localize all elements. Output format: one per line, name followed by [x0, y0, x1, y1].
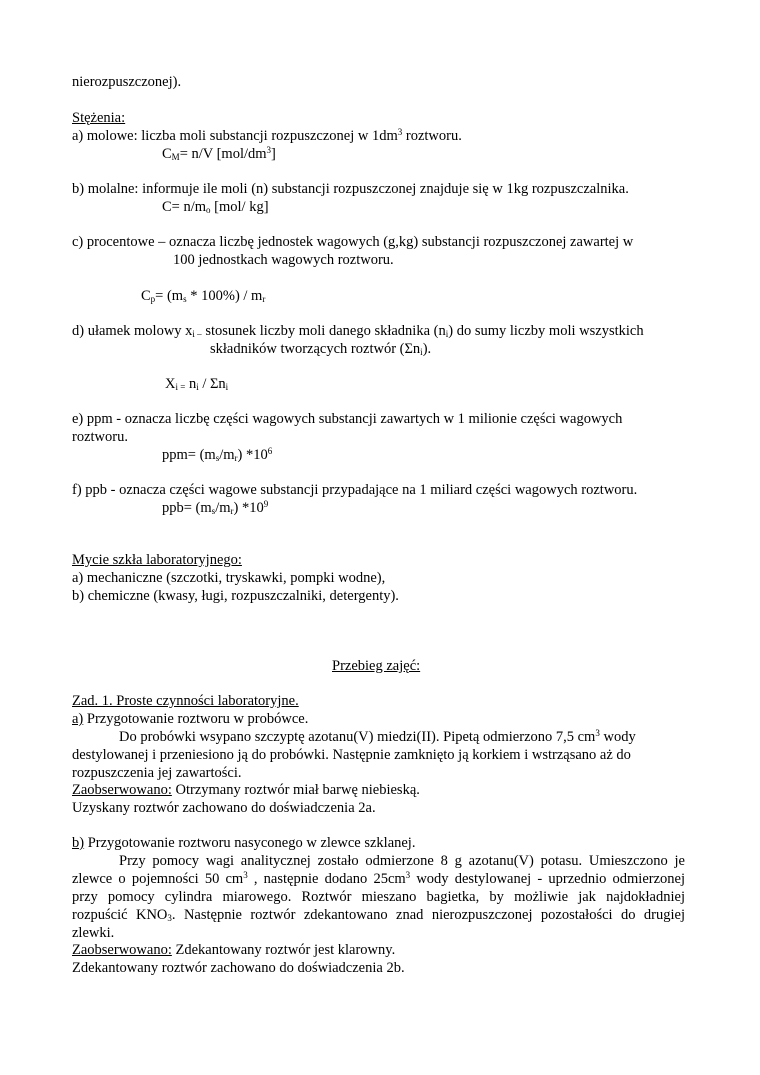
ppb-formula: $ppb= (m_s/m_r)$ $*10^9$	[162, 499, 269, 516]
task1b-paragraph-line3: przy pomocy cylindra miarowego. Roztwór mieszano bagietka, by możliwie jak najdokładniej	[72, 889, 685, 905]
task1-heading: Zad. 1. Proste czynności laboratoryjne.	[72, 693, 299, 709]
task1b-paragraph-line4: rozpuścić $KNO_3$. Następnie roztwór zdekantowano znad nierozpuszczonej pozostałości do drugiej	[72, 907, 685, 923]
ppm-definition-line1: e) ppm - oznacza liczbę części wagowych substancji zawartych w 1 milionie części wagowych	[72, 411, 623, 427]
percent-definition-line2: 100 jednostkach wagowych roztworu.	[173, 252, 394, 268]
task1b-paragraph-line1: Przy pomocy wagi analitycznej zostało odmierzone 8 g azotanu(V) potasu. Umieszczono je	[119, 853, 685, 869]
ppm-definition-line2: roztworu.	[72, 429, 128, 445]
percent-definition-line1: c) procentowe – oznacza liczbę jednostek wagowych (g,kg) substancji rozpuszczonej zawartej w	[72, 234, 634, 250]
glassware-washing-heading: Mycie szkła laboratoryjnego:	[72, 552, 242, 568]
ppm-formula: $ppm= (m_s/m_r)$ $*10^6$	[162, 446, 273, 463]
mole-fraction-definition-line2: składników tworzących roztwór $(\Sigma n_i)$.	[210, 341, 432, 357]
molal-formula: $C= n/m_o$ [mol/ kg]	[162, 199, 269, 215]
task1a-title: a) Przygotowanie roztworu w probówce.	[72, 711, 309, 727]
percent-formula: $C_p= (m_s * 100\%) / m_r$	[141, 288, 266, 304]
task1a-paragraph-line3: rozpuszczenia jej zawartości.	[72, 765, 242, 781]
task1b-kept-note: Zdekantowany roztwór zachowano do doświadczenia 2b.	[72, 960, 405, 976]
mole-fraction-formula: $X_{i =}$ $n_i / \Sigma n_i$	[165, 376, 229, 392]
task1b-title: b) Przygotowanie roztworu nasyconego w zlewce szklanej.	[72, 835, 416, 851]
washing-chemical: b) chemiczne (kwasy, ługi, rozpuszczalniki, detergenty).	[72, 588, 399, 604]
task1b-paragraph-line5: zlewki.	[72, 925, 115, 941]
course-of-class-heading: Przebieg zajęć:	[332, 658, 421, 674]
task1a-kept-note: Uzyskany roztwór zachowano do doświadczenia 2a.	[72, 800, 376, 816]
task1b-observation: Zaobserwowano: Zdekantowany roztwór jest klarowny.	[72, 942, 396, 958]
washing-mechanical: a) mechaniczne (szczotki, tryskawki, pompki wodne),	[72, 570, 386, 586]
task1a-paragraph-line1: Do probówki wsypano szczyptę azotanu(V) miedzi(II). Pipetą odmierzono 7,5 $cm^3$ wody	[119, 728, 636, 745]
ppb-definition: f) ppb - oznacza części wagowe substancji przypadające na 1 miliard części wagowych roztworu.	[72, 482, 638, 498]
task1b-paragraph-line2: zlewce o pojemności 50 $cm^3$ , następnie dodano $25cm^3$ wody destylowanej - uprzednio odmierzonej	[72, 870, 685, 887]
molar-definition: a) molowe: liczba moli substancji rozpuszczonej w $1dm^3$ roztworu.	[72, 127, 462, 144]
molar-formula: $C_M= n/V$ $[mol/dm^3]$	[162, 145, 276, 162]
concentrations-heading: Stężenia:	[72, 110, 126, 126]
task1a-observation: Zaobserwowano: Otrzymany roztwór miał barwę niebieską.	[72, 782, 420, 798]
task1a-paragraph-line2: destylowanej i przeniesiono ją do probówki. Następnie zamknięto ją korkiem i wstrząsano aż do	[72, 747, 631, 763]
continuation-line: nierozpuszczonej).	[72, 74, 182, 90]
molal-definition: b) molalne: informuje ile moli (n) substancji rozpuszczonej znajduje się w 1kg rozpuszczalnika.	[72, 181, 629, 197]
mole-fraction-definition-line1: d) ułamek molowy $x_{i -}$ stosunek liczby moli danego składnika $(n_i)$ do sumy liczby moli wszystkich	[72, 323, 644, 339]
